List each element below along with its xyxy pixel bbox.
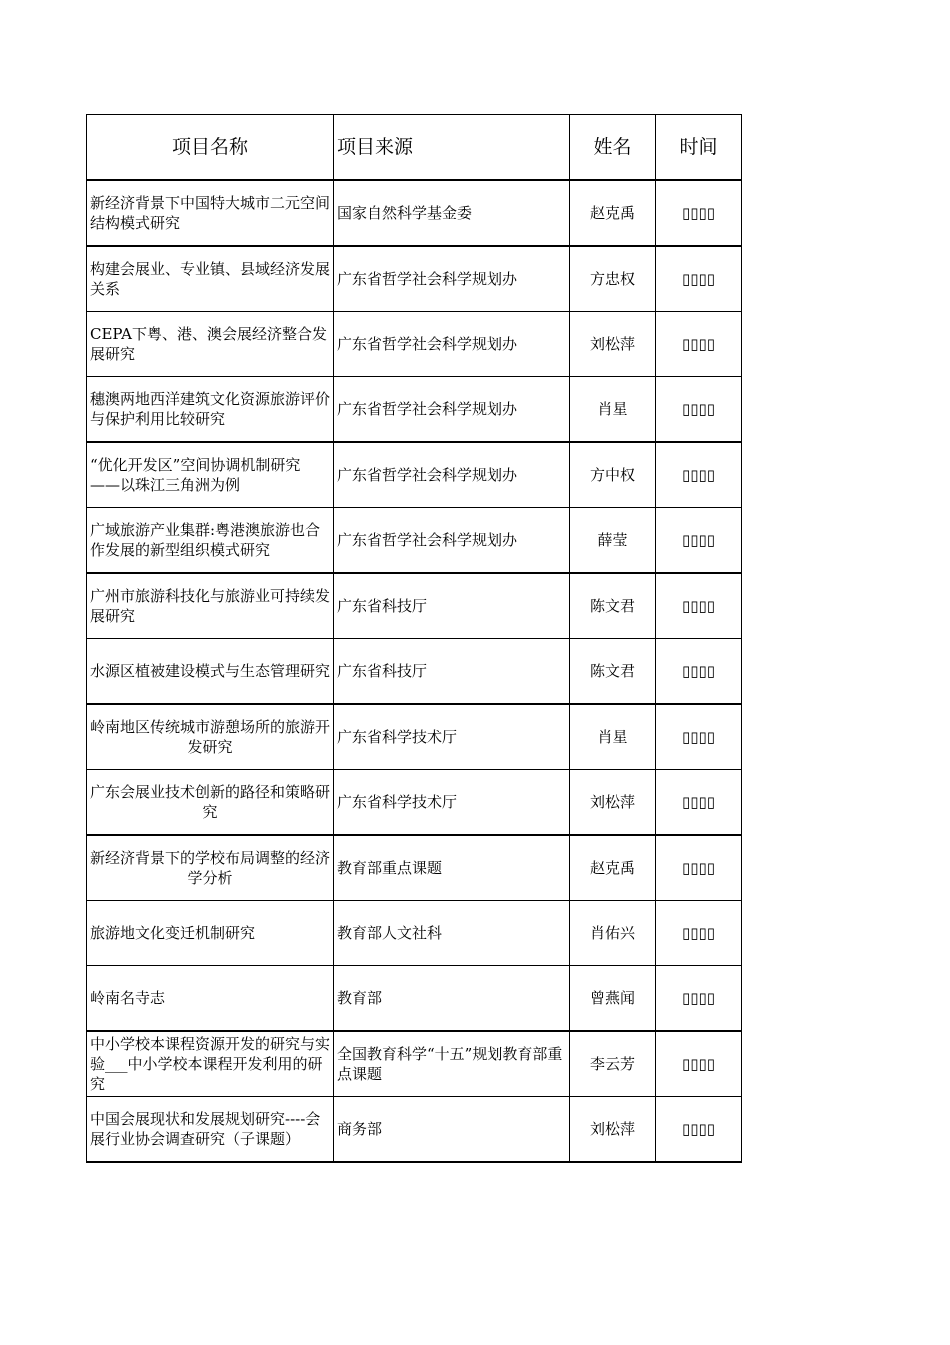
cell-person-name: 赵克禹	[570, 180, 656, 246]
cell-person-name: 刘松萍	[570, 770, 656, 836]
table-row	[87, 180, 742, 246]
project-table	[86, 114, 742, 1163]
cell-project-source: 广东省哲学社会科学规划办	[334, 377, 570, 443]
cell-time: ▯▯▯▯	[656, 1031, 742, 1097]
cell-project-source: 广东省科学技术厅	[334, 770, 570, 836]
cell-project-name: 水源区植被建设模式与生态管理研究	[87, 639, 334, 705]
cell-project-name: 广东会展业技术创新的路径和策略研究	[87, 770, 334, 836]
cell-project-name: “优化开发区”空间协调机制研究——以珠江三角洲为例	[87, 442, 334, 508]
cell-person-name: 方中权	[570, 442, 656, 508]
table-row	[87, 835, 742, 901]
cell-project-source: 广东省科技厅	[334, 573, 570, 639]
cell-project-name: 中国会展现状和发展规划研究----会展行业协会调查研究（子课题）	[87, 1097, 334, 1163]
cell-time: ▯▯▯▯	[656, 770, 742, 836]
header-project-name: 项目名称	[87, 115, 334, 181]
cell-time: ▯▯▯▯	[656, 704, 742, 770]
cell-project-name: 广域旅游产业集群:粤港澳旅游也合作发展的新型组织模式研究	[87, 508, 334, 574]
cell-time: ▯▯▯▯	[656, 180, 742, 246]
table-row	[87, 704, 742, 770]
table-header-row	[87, 115, 742, 181]
table-row	[87, 966, 742, 1032]
cell-person-name: 赵克禹	[570, 835, 656, 901]
cell-project-source: 商务部	[334, 1097, 570, 1163]
cell-project-source: 广东省哲学社会科学规划办	[334, 442, 570, 508]
table-row	[87, 246, 742, 312]
cell-project-name: 构建会展业、专业镇、县域经济发展关系	[87, 246, 334, 312]
cell-time: ▯▯▯▯	[656, 508, 742, 574]
header-time: 时间	[656, 115, 742, 181]
cell-time: ▯▯▯▯	[656, 442, 742, 508]
cell-project-name: 穗澳两地西洋建筑文化资源旅游评价与保护利用比较研究	[87, 377, 334, 443]
header-person-name: 姓名	[570, 115, 656, 181]
cell-project-name: 中小学校本课程资源开发的研究与实验___中小学校本课程开发利用的研究	[87, 1031, 334, 1097]
cell-project-source: 全国教育科学“十五”规划教育部重点课题	[334, 1031, 570, 1097]
cell-project-source: 国家自然科学基金委	[334, 180, 570, 246]
cell-project-source: 广东省哲学社会科学规划办	[334, 246, 570, 312]
table-row	[87, 377, 742, 443]
table-row	[87, 442, 742, 508]
cell-project-source: 广东省科学技术厅	[334, 704, 570, 770]
cell-person-name: 李云芳	[570, 1031, 656, 1097]
cell-project-source: 广东省科技厅	[334, 639, 570, 705]
cell-person-name: 刘松萍	[570, 312, 656, 377]
cell-person-name: 曾燕闻	[570, 966, 656, 1032]
cell-person-name: 肖星	[570, 377, 656, 443]
cell-project-source: 教育部人文社科	[334, 901, 570, 966]
cell-project-source: 广东省哲学社会科学规划办	[334, 312, 570, 377]
table-row	[87, 312, 742, 377]
cell-time: ▯▯▯▯	[656, 1097, 742, 1163]
cell-person-name: 肖佑兴	[570, 901, 656, 966]
table-row	[87, 901, 742, 966]
cell-person-name: 方忠权	[570, 246, 656, 312]
table-row	[87, 573, 742, 639]
cell-time: ▯▯▯▯	[656, 639, 742, 705]
cell-project-name: 新经济背景下的学校布局调整的经济学分析	[87, 835, 334, 901]
cell-project-source: 教育部	[334, 966, 570, 1032]
table-row	[87, 508, 742, 574]
cell-project-name: CEPA下粤、港、澳会展经济整合发展研究	[87, 312, 334, 377]
cell-person-name: 陈文君	[570, 639, 656, 705]
cell-time: ▯▯▯▯	[656, 835, 742, 901]
cell-project-name: 旅游地文化变迁机制研究	[87, 901, 334, 966]
table-row	[87, 770, 742, 836]
cell-person-name: 薛莹	[570, 508, 656, 574]
cell-project-name: 岭南名寺志	[87, 966, 334, 1032]
cell-project-source: 教育部重点课题	[334, 835, 570, 901]
cell-time: ▯▯▯▯	[656, 377, 742, 443]
cell-person-name: 陈文君	[570, 573, 656, 639]
cell-time: ▯▯▯▯	[656, 966, 742, 1032]
cell-project-name: 岭南地区传统城市游憩场所的旅游开发研究	[87, 704, 334, 770]
cell-time: ▯▯▯▯	[656, 901, 742, 966]
cell-person-name: 刘松萍	[570, 1097, 656, 1163]
table-row	[87, 1031, 742, 1097]
cell-project-name: 新经济背景下中国特大城市二元空间结构模式研究	[87, 180, 334, 246]
header-project-source: 项目来源	[334, 115, 570, 181]
cell-time: ▯▯▯▯	[656, 573, 742, 639]
cell-time: ▯▯▯▯	[656, 246, 742, 312]
cell-person-name: 肖星	[570, 704, 656, 770]
cell-project-name: 广州市旅游科技化与旅游业可持续发展研究	[87, 573, 334, 639]
table-row	[87, 1097, 742, 1163]
table-row	[87, 639, 742, 705]
cell-project-source: 广东省哲学社会科学规划办	[334, 508, 570, 574]
cell-time: ▯▯▯▯	[656, 312, 742, 377]
